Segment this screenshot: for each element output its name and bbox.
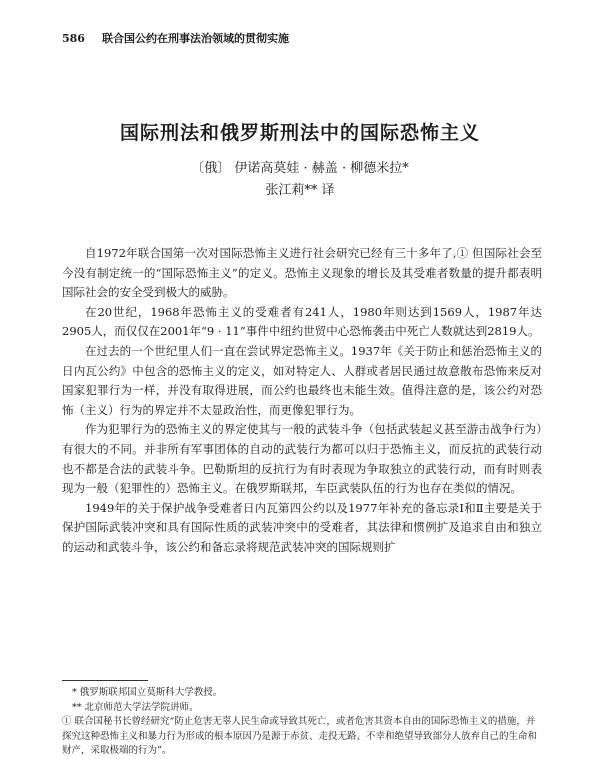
footnote-author: * 俄罗斯联邦国立莫斯科大学教授。 <box>72 687 223 698</box>
paragraph: 自1972年联合国第一次对国际恐怖主义进行社会研究已经有三十多年了,① 但国际社会至今没有制定统一的“国际恐怖主义”的定义。恐怖主义现象的增长及其受难者数量的提升都表明国际社会的安全受到极大的威胁。 <box>62 246 542 300</box>
paragraph: 作为犯罪行为的恐怖主义的界定使其与一般的武装斗争（包括武装起义甚至游击战争行为）有很大的不同。并非所有军事团体的自动的武装行为都可以归于恐怖主义，而反抗的武装行动也不都是合法的武装斗争。巴勒斯坦的反抗行为有时表现为争取独立的武装行动，而有时则表现为一般（犯罪性的）恐怖主义。在俄罗斯联邦，车臣武装队伍的行为也存在类似的情况。 <box>62 422 542 496</box>
page-number: 586 <box>62 32 85 45</box>
translator-line: 张江莉** 译 <box>265 183 335 198</box>
footnote-translator: ** 北京师范大学法学院讲师。 <box>72 701 199 713</box>
paragraph: 在20世纪，1968年恐怖主义的受难者有241人，1980年则达到1569人，1987年达2905人，而仅仅在2001年“9 · 11”事件中纽约世贸中心恐怖袭击中死亡人数就达到2819人。 <box>62 304 542 339</box>
running-header <box>62 32 542 46</box>
article-body <box>62 244 542 558</box>
running-title: 联合国公约在刑事法治领域的贯彻实施 <box>102 32 289 45</box>
footnote-1: ① 联合国秘书长曾经研究“防止危害无辜人民生命或导致其死亡，或者危害其资本自由的国际恐怖主义的措施，并探究这种恐怖主义和暴力行为形成的根本原因乃是源于赤贫、走投无路、不幸和绝望导致部分人放弃自己的生命和财产，采取极端的行为”。 <box>62 716 538 756</box>
footnote-divider <box>62 680 148 681</box>
footnotes <box>62 686 542 759</box>
author-line: 〔俄〕 伊诺高莫娃 · 赫盖 · 柳德米拉* <box>191 161 409 176</box>
paragraph: 在过去的一个世纪里人们一直在尝试界定恐怖主义。1937年《关于防止和惩治恐怖主义的日内瓦公约》中包含的恐怖主义的定义，如对特定人、人群或者居民通过故意散布恐怖来反对国家犯罪行为一样，并没有取得进展，而公约也最终也未能生效。值得注意的是，该公约对恐怖（主义）行为的界定并不太显政治性，而更像犯罪行为。 <box>62 343 542 417</box>
paragraph: 1949年的关于保护战争受难者日内瓦第四公约以及1977年补充的备忘录Ⅰ和Ⅱ主要是关于保护国际武装冲突和具有国际性质的武装冲突中的受难者，其法律和惯例扩及追求自由和独立的运动和武装斗争，该公约和备忘录将规范武装冲突的国际规则扩 <box>62 500 542 554</box>
article-title: 国际刑法和俄罗斯刑法中的国际恐怖主义 <box>119 122 480 144</box>
